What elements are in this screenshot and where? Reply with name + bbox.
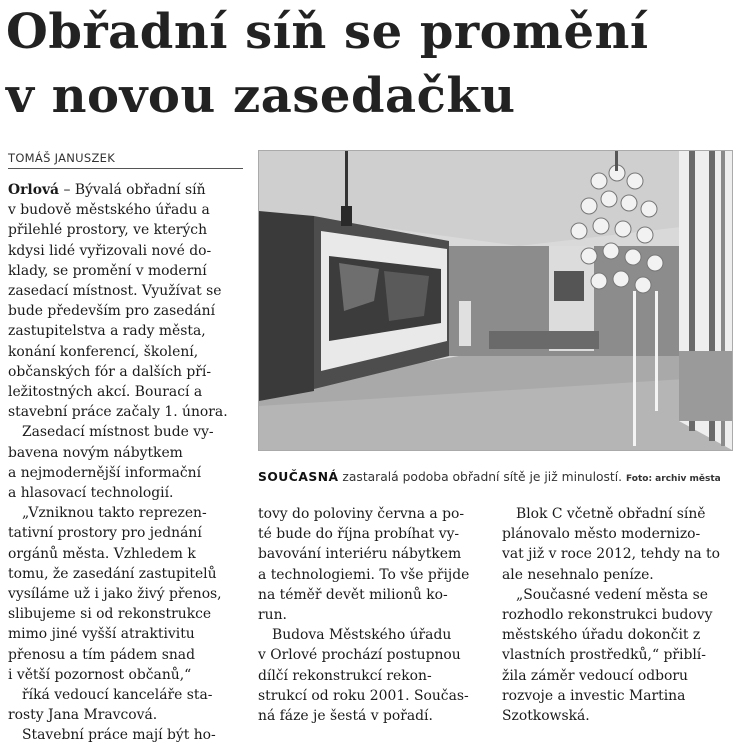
paragraph-line: rosty Jana Mravcová. bbox=[8, 707, 158, 724]
paragraph-line: stavební práce začaly 1. února. bbox=[8, 404, 228, 421]
article-photo bbox=[258, 150, 733, 451]
headline-line-2: v novou zasedačku bbox=[6, 68, 516, 124]
paragraph-line: ležitostných akcí. Bourací a bbox=[8, 384, 203, 401]
paragraph-line: i větší pozornost občanů,“ bbox=[8, 666, 192, 683]
paragraph-line: orgánů města. Vzhledem k bbox=[8, 545, 196, 562]
paragraph-line: bavování interiéru nábytkem bbox=[258, 546, 462, 563]
paragraph-line: přenosu a tím pádem snad bbox=[8, 646, 195, 663]
hall-interior-image bbox=[259, 151, 732, 450]
article-column-2 bbox=[258, 504, 493, 726]
paragraph-line: žila záměr vedoucí odboru bbox=[502, 667, 688, 684]
paragraph-line: ná fáze je šestá v pořadí. bbox=[258, 708, 433, 725]
paragraph-line: říká vedoucí kanceláře sta- bbox=[22, 687, 213, 704]
headline bbox=[6, 0, 731, 128]
paragraph-line: a technologiemi. To vše přijde bbox=[258, 566, 470, 583]
paragraph-line: run. bbox=[258, 607, 287, 624]
byline-rule bbox=[8, 168, 243, 169]
paragraph-line: strukcí od roku 2001. Součas- bbox=[258, 687, 469, 704]
photo-credit: Foto: archiv města bbox=[626, 474, 721, 484]
lead-text: – Bývalá obřadní síň bbox=[59, 182, 206, 198]
paragraph-line: dílčí rekonstrukcí rekon- bbox=[258, 667, 432, 684]
paragraph-line: bavena novým nábytkem bbox=[8, 444, 183, 461]
paragraph-line: slibujeme si od rekonstrukce bbox=[8, 606, 212, 623]
paragraph-line: „Současné vedení města se bbox=[516, 586, 708, 603]
paragraph-line: a nejmodernější informační bbox=[8, 464, 202, 481]
paragraph-line: městského úřadu dokončit z bbox=[502, 627, 701, 644]
paragraph-line: Stavební práce mají být ho- bbox=[22, 727, 216, 744]
article-column-3 bbox=[502, 504, 734, 726]
paragraph-line: Szotkowská. bbox=[502, 708, 590, 725]
caption-lead: SOUČASNÁ bbox=[258, 470, 339, 484]
paragraph-line bbox=[8, 180, 248, 200]
paragraph-line: ale nesehnalo peníze. bbox=[502, 566, 654, 583]
paragraph-line: přilehlé prostory, ve kterých bbox=[8, 222, 208, 239]
paragraph-line: vysíláme už i jako živý přenos, bbox=[8, 586, 222, 603]
author-byline: TOMÁŠ JANUSZEK bbox=[8, 151, 116, 165]
paragraph-line: kdysi lidé vyřizovali nové do- bbox=[8, 242, 212, 259]
article-column-1 bbox=[8, 180, 248, 746]
photo-caption bbox=[258, 470, 734, 484]
paragraph-line: v budově městského úřadu a bbox=[8, 202, 210, 219]
paragraph-line: v Orlové prochází postupnou bbox=[258, 647, 461, 664]
paragraph-line: tomu, že zasedání zastupitelů bbox=[8, 565, 217, 582]
paragraph-line: rozvoje a investic Martina bbox=[502, 687, 686, 704]
paragraph-line: Zasedací místnost bude vy- bbox=[22, 424, 214, 441]
paragraph-line: konání konferencí, školení, bbox=[8, 343, 199, 360]
paragraph-line: na téměř devět milionů ko- bbox=[258, 586, 448, 603]
paragraph-line: zastupitelstva a rady města, bbox=[8, 323, 206, 340]
paragraph-line: plánovalo město modernizo- bbox=[502, 526, 701, 543]
paragraph-line: „Vzniknou takto reprezen- bbox=[22, 505, 207, 522]
dateline: Orlová bbox=[8, 182, 60, 198]
paragraph-line: tovy do poloviny června a po- bbox=[258, 506, 465, 522]
paragraph-line: té bude do října probíhat vy- bbox=[258, 526, 460, 543]
paragraph-line: vat již v roce 2012, tehdy na to bbox=[502, 546, 720, 563]
paragraph-line: zasedací místnost. Využívat se bbox=[8, 283, 222, 300]
paragraph-line: Budova Městského úřadu bbox=[272, 627, 452, 644]
caption-text: zastaralá podoba obřadní sítě je již minulostí. bbox=[338, 470, 623, 484]
paragraph-line: Blok C včetně obřadní síně bbox=[516, 506, 706, 522]
paragraph-line: bude především pro zasedání bbox=[8, 303, 216, 320]
paragraph-line: klady, se promění v moderní bbox=[8, 262, 207, 279]
paragraph-line: vlastních prostředků,“ přiblí- bbox=[502, 647, 706, 664]
paragraph-line: mimo jiné vyšší atraktivitu bbox=[8, 626, 195, 643]
paragraph-line: tativní prostory pro jednání bbox=[8, 525, 202, 542]
paragraph-line: a hlasovací technologií. bbox=[8, 485, 174, 502]
paragraph-line: občanských fór a dalších pří- bbox=[8, 363, 212, 380]
headline-line-1: Obřadní síň se promění bbox=[6, 4, 649, 60]
paragraph-line: rozhodlo rekonstrukci budovy bbox=[502, 607, 713, 624]
